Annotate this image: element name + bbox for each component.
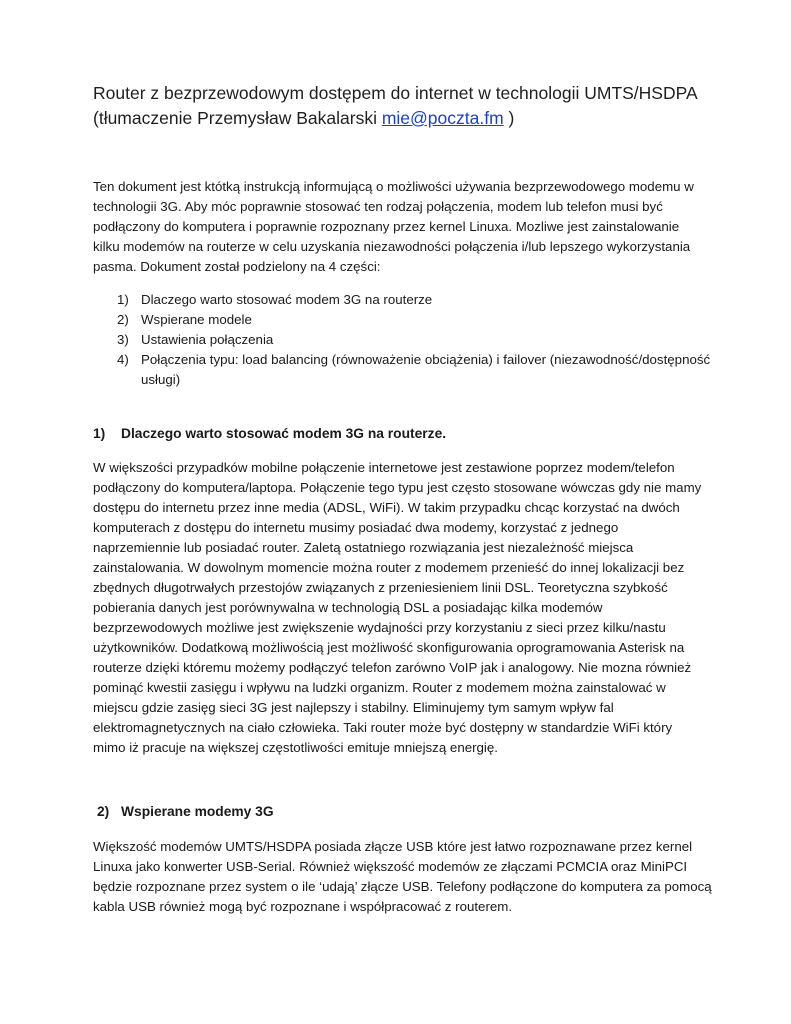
- paragraph-line: miejscu gdzie zasięg sieci 3G jest najlepszy i stabilny. Eliminujemy tym samym wpływ fal: [93, 700, 614, 715]
- paragraph-line: Większość modemów UMTS/HSDPA posiada złącze USB które jest łatwo rozpoznawane przez kernel: [93, 839, 693, 854]
- intro-line: kilku modemów na routerze w celu uzyskania niezawodności połączenia i/lub lepszego wykorzystania: [93, 239, 691, 254]
- email-link[interactable]: mie@poczta.fm: [381, 108, 504, 128]
- toc-text: Wspierane modele: [141, 312, 252, 327]
- intro-line: Ten dokument jest któtką instrukcją informującą o możliwości używania bezprzewodowego modemu w: [93, 179, 694, 194]
- paragraph-line: W większości przypadków mobilne połączenie internetowe jest zestawione poprzez modem/telefon: [93, 460, 675, 475]
- title-line-2: [93, 106, 753, 131]
- title-line-1: Router z bezprzewodowym dostępem do internet w technologii UMTS/HSDPA: [93, 83, 698, 103]
- paragraph-line: kabla USB również mogą być rozpoznane i współpracować z routerem.: [93, 899, 513, 914]
- paragraph-line: naprzemiennie lub posiadać router. Zaletą ostatniego rozwiązania jest niezależność miejsca: [93, 540, 634, 555]
- toc-number: 3): [117, 332, 129, 347]
- section-number: 1): [93, 426, 106, 441]
- toc-text: Ustawienia połączenia: [141, 332, 274, 347]
- paragraph-line: pobierania danych jest porównywalna w technologią DSL a posiadając kilka modemów: [93, 600, 603, 615]
- section-1-heading: [93, 424, 446, 444]
- intro-paragraph: [93, 177, 713, 277]
- section-1-paragraph: [93, 458, 713, 758]
- title-translator: (tłumaczenie Przemysław Bakalarski: [93, 108, 382, 128]
- toc-item: [93, 290, 733, 310]
- document-title: [93, 81, 753, 131]
- paragraph-line: pominąć kwestii zasięgu i wpływu na ludzki organizm. Router z modemem można zainstalować w: [93, 680, 666, 695]
- intro-line: podłączony do komputera i poprawnie rozpoznany przez kernel Linuxa. Mozliwe jest zainstalowanie: [93, 219, 680, 234]
- paragraph-line: podłączony do komputera/laptopa. Połączenie tego typu jest często stosowane wówczas gdy nie mamy: [93, 480, 702, 495]
- paragraph-line: mimo iż pracuje na większej częstotliwości emituje mniejszą energię.: [93, 740, 498, 755]
- toc-text: usługi): [141, 372, 181, 387]
- section-2-paragraph: [93, 837, 713, 917]
- toc-item: [93, 350, 733, 390]
- paragraph-line: bezprzewodowych możliwe jest zwiększenie wydajności przy korzystaniu z sieci przez kilku/nastu: [93, 620, 666, 635]
- title-closing: ): [503, 108, 515, 128]
- section-title: Wspierane modemy 3G: [121, 804, 274, 819]
- paragraph-line: komputerach z dostępu do internetu musimy posiadać dwa modemy, korzystać z jednego: [93, 520, 619, 535]
- toc-item: [93, 330, 733, 350]
- paragraph-line: zainstalowania. W dowolnym momencie można router z modemem przenieść do innej lokalizacji bez: [93, 560, 685, 575]
- paragraph-line: będzie rozpoznane przez system o ile ‘udają’ złącze USB. Telefony podłączone do komputera za pomocą: [93, 879, 712, 894]
- section-number: 2): [97, 804, 110, 819]
- toc-number: 4): [117, 352, 129, 367]
- toc-text: Dlaczego warto stosować modem 3G na routerze: [141, 292, 433, 307]
- toc-item: [93, 310, 733, 330]
- intro-line: pasma. Dokument został podzielony na 4 części:: [93, 259, 381, 274]
- paragraph-line: użytkowników. Dodatkową możliwością jest możliwość skonfigurowania oprogramowania Asterisk na: [93, 640, 685, 655]
- toc-number: 2): [117, 312, 129, 327]
- section-title: Dlaczego warto stosować modem 3G na routerze.: [121, 426, 447, 441]
- toc-number: 1): [117, 292, 129, 307]
- paragraph-line: Linuxa jako konwerter USB-Serial. Również większość modemów ze złączami PCMCIA oraz MiniPCI: [93, 859, 688, 874]
- intro-line: technologii 3G. Aby móc poprawnie stosować ten rodzaj połączenia, modem lub telefon musi być: [93, 199, 663, 214]
- toc-text: Połączenia typu: load balancing (równoważenie obciążenia) i failover (niezawodność/dostępność: [141, 352, 711, 367]
- paragraph-line: elektromagnetycznych na ciało człowieka. Taki router może być dostępny w standardzie WiFi który: [93, 720, 673, 735]
- section-2-heading: [97, 802, 274, 822]
- table-of-contents: [93, 290, 733, 390]
- paragraph-line: zbędnych długotrwałych przestojów związanych z przeniesieniem linii DSL. Teoretyczna szybkość: [93, 580, 668, 595]
- paragraph-line: dostępu do internetu przez inne media (ADSL, WiFi). W takim przypadku chcąc korzystać na dwóch: [93, 500, 680, 515]
- paragraph-line: routerze dzięki któremu możemy podłączyć telefon zarówno VoIP jak i analogowy. Nie mozna również: [93, 660, 692, 675]
